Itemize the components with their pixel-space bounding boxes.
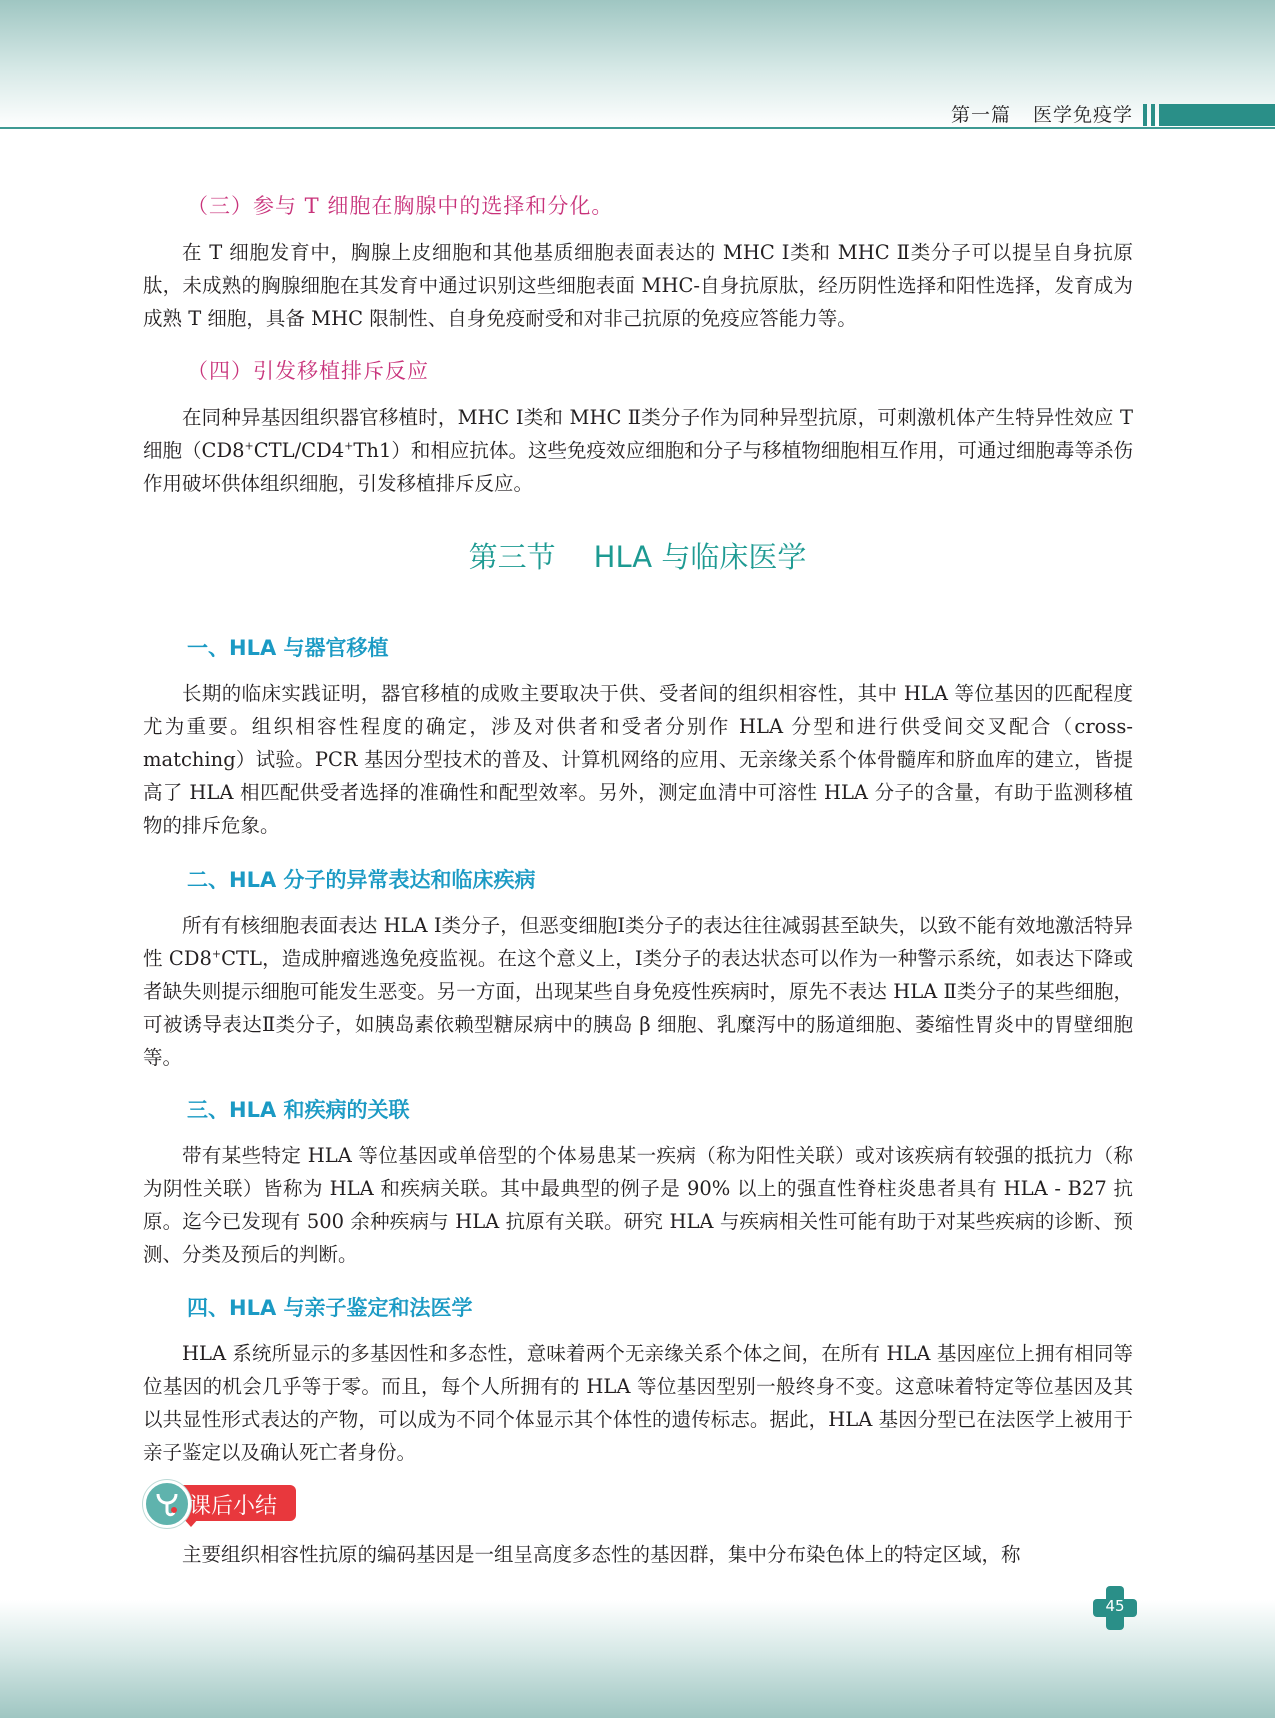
page-number: 45 [1105, 1597, 1125, 1615]
subheading-three: （三）参与 T 细胞在胸腺中的选择和分化。 [187, 194, 614, 218]
summary-label: 课后小结 [189, 1494, 278, 1519]
paragraph-thymus-selection: 在 T 细胞发育中，胸腺上皮细胞和其他基质细胞表面表达的 MHC Ⅰ类和 MHC Ⅱ类分子可以提呈自身抗原肽，未成熟的胸腺细胞在其发育中通过识别这些细胞表面 MHC-自身抗原肽，经历阴性选择和阳性选择，发育成为成熟 T 细胞，具备 MHC 限制性、自身免疫耐受和对非己抗原的免疫应答能力等。 [143, 241, 1133, 330]
heading-paternity-forensics: 四、HLA 与亲子鉴定和法医学 [187, 1296, 473, 1320]
heading-disease-association: 三、HLA 和疾病的关联 [187, 1098, 410, 1122]
paragraph-summary: 主要组织相容性抗原的编码基因是一组呈高度多态性的基因群，集中分布染色体上的特定区域，称 [182, 1543, 1021, 1566]
paragraph-transplant-rejection: 在同种异基因组织器官移植时，MHC Ⅰ类和 MHC Ⅱ类分子作为同种异型抗原，可刺激机体产生特异性效应 T 细胞（CD8+CTL/CD4+Th1）和相应抗体。这些免疫效应细胞和分子与移植物细胞相互作用，可通过细胞毒等杀伤作用破坏供体组织细胞，引发移植排斥反应。 [143, 406, 1133, 495]
paragraph-organ-transplant: 长期的临床实践证明，器官移植的成败主要取决于供、受者间的组织相容性，其中 HLA 等位基因的匹配程度尤为重要。组织相容性程度的确定，涉及对供者和受者分别作 HLA 分型和进行供受间交叉配合（cross-matching）试验。PCR 基因分型技术的普及、计算机网络的应用、无亲缘关系个体骨髓库和脐血库的建立，皆提高了 HLA 相匹配供受者选择的准确性和配型效率。另外，测定血清中可溶性 HLA 分子的含量，有助于监测移植物的排斥危象。 [143, 682, 1133, 837]
paragraph-disease-association: 带有某些特定 HLA 等位基因或单倍型的个体易患某一疾病（称为阳性关联）或对该疾病有较强的抵抗力（称为阴性关联）皆称为 HLA 和疾病关联。其中最典型的例子是 90% 以上的强直性脊柱炎患者具有 HLA - B27 抗原。迄今已发现有 500 余种疾病与 HLA 抗原有关联。研究 HLA 与疾病相关性可能有助于对某些疾病的诊断、预测、分类及预后的判断。 [143, 1144, 1133, 1266]
heading-organ-transplant: 一、HLA 与器官移植 [187, 636, 389, 660]
paragraph-abnormal-expression: 所有有核细胞表面表达 HLA Ⅰ类分子，但恶变细胞Ⅰ类分子的表达往往减弱甚至缺失，以致不能有效地激活特异性 CD8+CTL，造成肿瘤逃逸免疫监视。在这个意义上，Ⅰ类分子的表达状态可以作为一种警示系统，如表达下降或者缺失则提示细胞可能发生恶变。另一方面，出现某些自身免疫性疾病时，原先不表达 HLA Ⅱ类分子的某些细胞，可被诱导表达Ⅱ类分子，如胰岛素依赖型糖尿病中的胰岛 β 细胞、乳糜泻中的肠道细胞、萎缩性胃炎中的胃壁细胞等。 [143, 914, 1133, 1069]
footer-band [0, 1600, 1275, 1718]
section-title [0, 535, 1275, 576]
running-header [951, 100, 1133, 127]
header-title-text: 医学免疫学 [1032, 104, 1133, 126]
page-number-badge [1093, 1586, 1137, 1630]
section-title-text: HLA 与临床医学 [593, 540, 807, 574]
header-part: 第一篇 [950, 104, 1011, 126]
subheading-four: （四）引发移植排斥反应 [187, 359, 429, 383]
paragraph-paternity-forensics: HLA 系统所显示的多基因性和多态性，意味着两个无亲缘关系个体之间，在所有 HLA 基因座位上拥有相同等位基因的机会几乎等于零。而且，每个人所拥有的 HLA 等位基因型别一般终身不变。这意味着特定等位基因及其以共显性形式表达的产物，可以成为不同个体显示其个体性的遗传标志。据此，HLA 基因分型已在法医学上被用于亲子鉴定以及确认死亡者身份。 [143, 1342, 1133, 1464]
stethoscope-icon [143, 1480, 191, 1528]
heading-abnormal-expression: 二、HLA 分子的异常表达和临床疾病 [187, 868, 536, 892]
summary-badge [143, 1480, 298, 1530]
section-number: 第三节 [468, 540, 556, 574]
header-bars-decoration [1143, 104, 1275, 126]
header-rule [0, 127, 1275, 129]
